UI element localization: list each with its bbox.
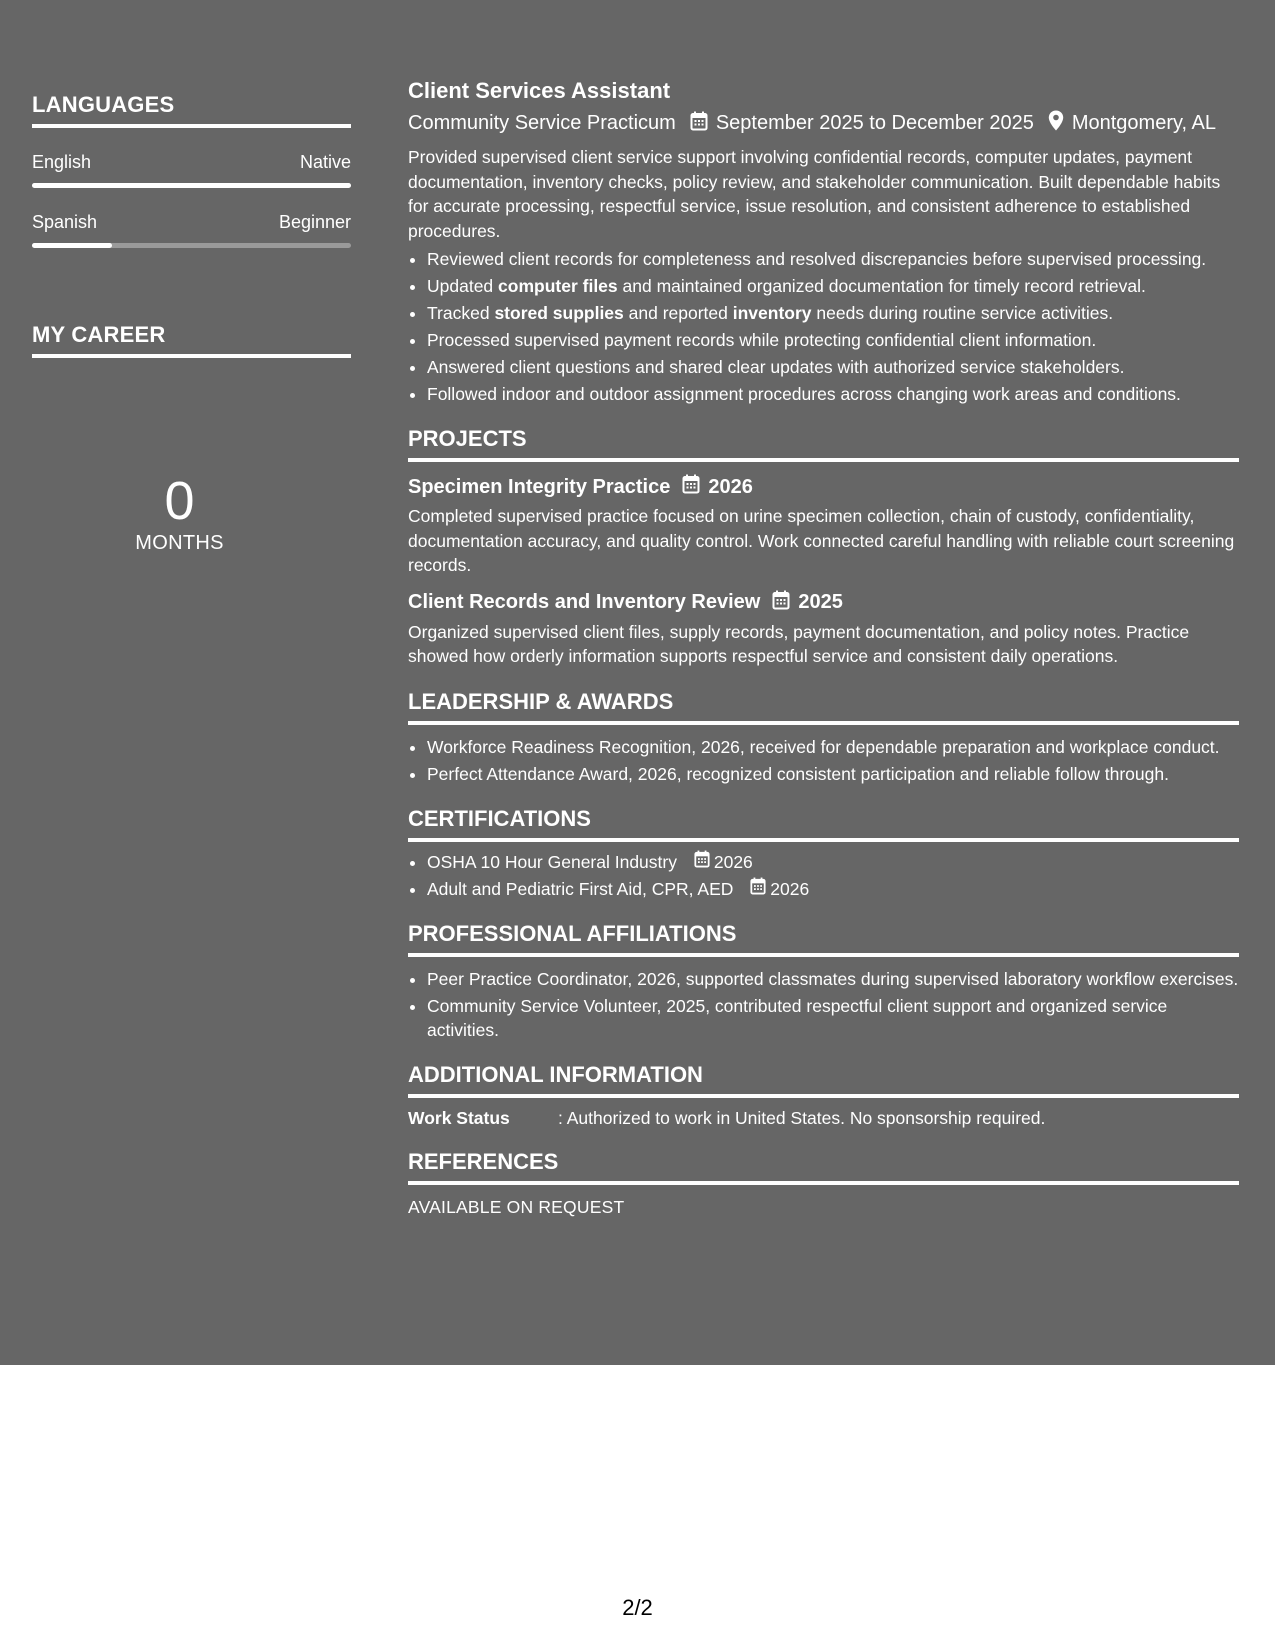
language-item-english — [32, 152, 351, 188]
leadership-list — [408, 735, 1239, 786]
list-item — [427, 850, 1239, 874]
project-title-row — [408, 474, 1239, 500]
list-item — [427, 301, 1239, 325]
additional-info-heading: ADDITIONAL INFORMATION — [408, 1062, 1239, 1098]
work-status-value: : Authorized to work in United States. No sponsorship required. — [558, 1107, 1046, 1128]
list-item — [427, 274, 1239, 298]
certification-name: OSHA 10 Hour General Industry — [427, 851, 677, 872]
career-heading: MY CAREER — [32, 322, 351, 358]
certification-date — [750, 877, 809, 901]
language-proficiency-bar — [32, 243, 351, 248]
language-proficiency-fill — [32, 183, 351, 188]
location-pin-icon — [1048, 110, 1064, 137]
project-description: Organized supervised client files, supply records, payment documentation, and policy notes. Practice showed how orderly information supports respectful service and consistent daily operations. — [408, 621, 1190, 666]
bullet-text: Processed supervised payment records while protecting confidential client information. — [427, 330, 1097, 350]
bullet-text: and reported — [623, 303, 733, 323]
projects-heading: PROJECTS — [408, 426, 1239, 462]
project-year: 2026 — [708, 475, 753, 498]
list-item — [427, 355, 1239, 379]
language-item-spanish — [32, 212, 351, 248]
job-dates: September 2025 to December 2025 — [715, 112, 1034, 134]
language-row — [32, 212, 351, 233]
project-item — [408, 590, 1239, 669]
bullet-text: Reviewed client records for completeness and resolved discrepancies before supervised processing. — [427, 249, 1207, 269]
language-row — [32, 152, 351, 173]
list-item — [427, 877, 1239, 901]
project-title: Client Records and Inventory Review — [408, 591, 761, 613]
job-meta — [408, 110, 1239, 137]
career-months-value: 0 — [164, 471, 195, 531]
job-summary: Provided supervised client service support involving confidential records, computer updates, payment documentation, inventory checks, policy review, and stakeholder communication. Built dependable habits for accurate processing, respectful service, issue resolution, and consistent adherence to established procedures. — [408, 147, 1221, 241]
references-heading: REFERENCES — [408, 1149, 1239, 1185]
sidebar — [32, 92, 351, 555]
organization: Community Service Practicum — [408, 112, 676, 134]
leadership-heading: LEADERSHIP & AWARDS — [408, 689, 1239, 725]
experience-entry — [408, 78, 1239, 406]
language-level: Beginner — [278, 212, 351, 232]
page-number: 2/2 — [622, 1595, 653, 1620]
bullet-keyword: stored supplies — [494, 303, 624, 323]
work-status-row — [408, 1108, 1239, 1129]
bullet-keyword: inventory — [732, 303, 812, 323]
certification-date — [694, 850, 753, 874]
job-location: Montgomery, AL — [1071, 112, 1216, 134]
list-item: • Community Service Volunteer, 2025, contributed respectful client support and organized service activities. — [427, 994, 1239, 1042]
certification-year: 2026 — [770, 878, 810, 899]
project-title: Specimen Integrity Practice — [408, 475, 671, 498]
language-name: English — [32, 152, 92, 172]
certifications-list — [408, 850, 1239, 901]
calendar-icon — [694, 850, 710, 874]
calendar-icon — [690, 111, 708, 137]
project-description: Completed supervised practice focused on urine specimen collection, chain of custody, confidentiality, documentation accuracy, and quality control. Work connected careful handling with reliable court screening records. — [408, 506, 1235, 575]
calendar-icon — [682, 474, 700, 500]
calendar-icon — [772, 590, 790, 616]
languages-heading: LANGUAGES — [32, 92, 351, 128]
project-title-row — [408, 590, 1239, 616]
affiliations-heading: PROFESSIONAL AFFILIATIONS — [408, 921, 1239, 957]
affiliations-list — [408, 967, 1239, 1042]
certification-name: Adult and Pediatric First Aid, CPR, AED — [427, 878, 734, 899]
list-item: • Workforce Readiness Recognition, 2026, received for dependable preparation and workplace conduct. — [427, 735, 1239, 759]
work-status-label: Work Status — [408, 1107, 510, 1128]
list-item — [427, 247, 1239, 271]
bullet-text: Updated — [427, 276, 499, 296]
language-name: Spanish — [32, 212, 98, 232]
main-content — [408, 78, 1239, 1218]
career-months-unit: MONTHS — [135, 532, 224, 554]
list-item: • Peer Practice Coordinator, 2026, supported classmates during supervised laboratory workflow exercises. — [427, 967, 1239, 991]
calendar-icon — [750, 877, 766, 901]
certification-year: 2026 — [713, 851, 753, 872]
job-title: Client Services Assistant — [408, 78, 671, 103]
language-level: Native — [299, 152, 351, 172]
career-stat — [32, 471, 327, 555]
language-proficiency-fill — [32, 243, 112, 248]
bullet-keyword: computer files — [498, 276, 618, 296]
project-year: 2025 — [798, 591, 843, 613]
list-item — [427, 328, 1239, 352]
bullet-text: needs during routine service activities. — [811, 303, 1114, 323]
certifications-heading: CERTIFICATIONS — [408, 806, 1239, 842]
job-bullets — [408, 247, 1239, 406]
bullet-text: and maintained organized documentation for timely record retrieval. — [617, 276, 1146, 296]
references-text: AVAILABLE ON REQUEST — [408, 1196, 625, 1217]
bullet-text: Followed indoor and outdoor assignment procedures across changing work areas and conditions. — [427, 384, 1181, 404]
list-item: • Perfect Attendance Award, 2026, recognized consistent participation and reliable follow through. — [427, 762, 1239, 786]
bullet-text: Tracked — [427, 303, 495, 323]
list-item — [427, 382, 1239, 406]
bullet-text: Answered client questions and shared clear updates with authorized service stakeholders. — [427, 357, 1125, 377]
project-item — [408, 474, 1239, 578]
language-proficiency-bar — [32, 183, 351, 188]
